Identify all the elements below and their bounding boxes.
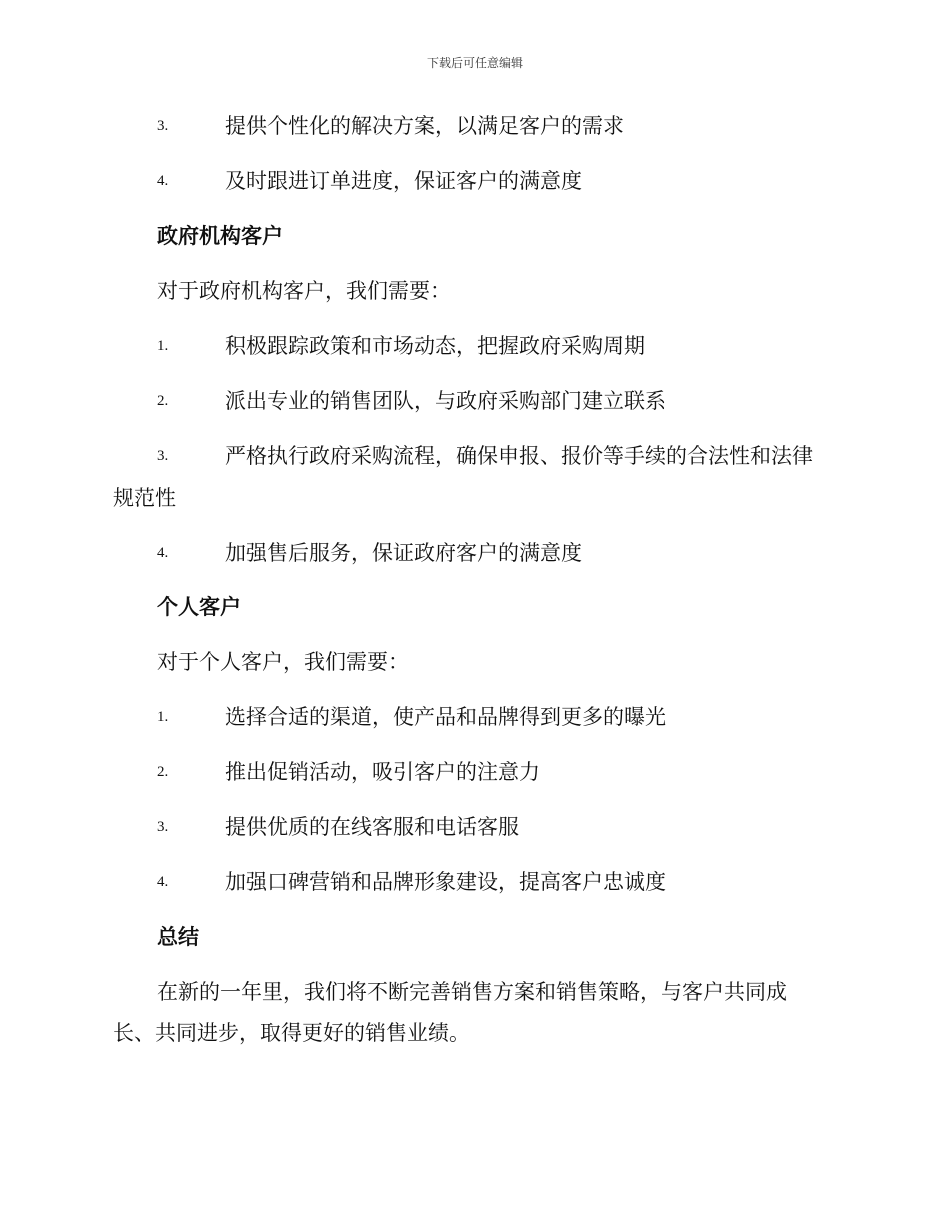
list-number: 4. [157,173,169,189]
list-number: 3. [157,448,169,464]
list-text-continuation: 规范性 [113,486,176,510]
intro-text: 对于个人客户，我们需要： [157,650,409,674]
list-number: 1. [157,709,169,725]
list-text: 严格执行政府采购流程，确保申报、报价等手续的合法性和法律 [225,444,813,468]
list-text: 积极跟踪政策和市场动态，把握政府采购周期 [225,334,645,358]
list-text: 提供优质的在线客服和电话客服 [225,815,519,839]
list-text: 提供个性化的解决方案，以满足客户的需求 [225,114,624,138]
summary-line-1: 在新的一年里，我们将不断完善销售方案和销售策略，与客户共同成 [157,980,787,1004]
list-text: 选择合适的渠道，使产品和品牌得到更多的曝光 [225,705,666,729]
list-text: 推出促销活动，吸引客户的注意力 [225,760,540,784]
heading-text: 个人客户 [157,594,241,619]
list-text: 加强口碑营销和品牌形象建设，提高客户忠诚度 [225,870,666,894]
list-text: 及时跟进订单进度，保证客户的满意度 [225,169,582,193]
list-number: 1. [157,338,169,354]
list-number: 3. [157,819,169,835]
heading-text: 总结 [157,924,199,949]
page-header: 下载后可任意编辑 [426,56,523,70]
heading-text: 政府机构客户 [157,223,283,248]
list-number: 3. [157,118,169,134]
list-text: 派出专业的销售团队，与政府采购部门建立联系 [225,389,666,413]
list-number: 4. [157,874,169,890]
list-number: 2. [157,764,169,780]
intro-text: 对于政府机构客户，我们需要： [157,279,451,303]
list-text: 加强售后服务，保证政府客户的满意度 [225,541,582,565]
list-number: 2. [157,393,169,409]
list-number: 4. [157,545,169,561]
summary-line-2: 长、共同进步，取得更好的销售业绩。 [113,1021,470,1045]
